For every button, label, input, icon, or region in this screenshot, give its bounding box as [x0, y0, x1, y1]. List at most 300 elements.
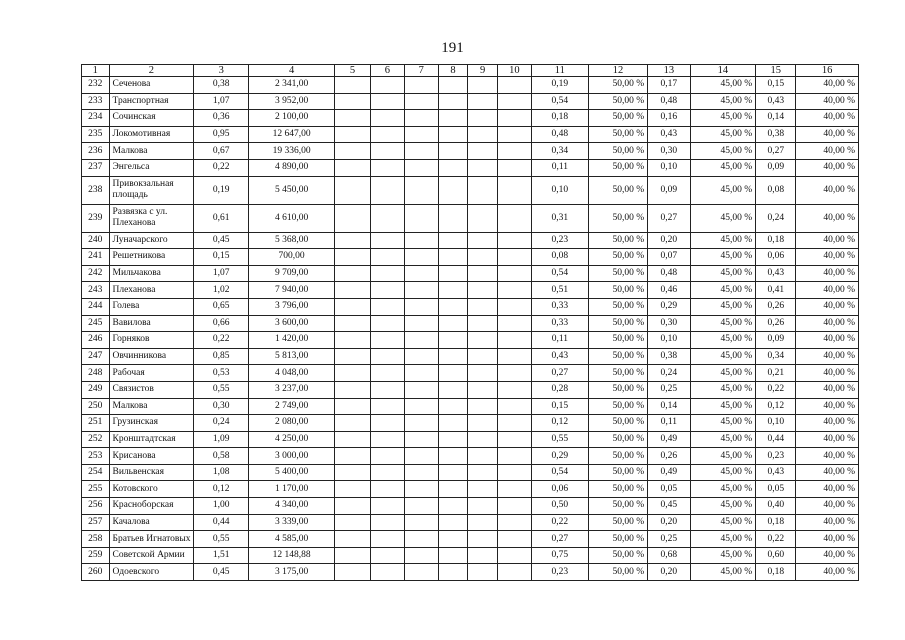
table-cell — [334, 126, 370, 143]
table-cell — [370, 365, 404, 382]
table-cell — [497, 564, 531, 581]
table-cell — [497, 415, 531, 432]
table-row — [82, 249, 859, 266]
table-cell: 50,00 % — [588, 448, 647, 465]
table-cell: 0,22 — [756, 381, 796, 398]
table-cell — [497, 464, 531, 481]
table-cell — [497, 143, 531, 160]
table-cell: 236 — [82, 143, 110, 160]
table-cell: 0,34 — [531, 143, 588, 160]
table-row — [82, 110, 859, 127]
table-cell: 0,06 — [756, 249, 796, 266]
table-cell: 40,00 % — [796, 110, 859, 127]
table-cell: Кронштадтская — [109, 431, 194, 448]
table-cell: 45,00 % — [690, 232, 756, 249]
table-cell: 0,51 — [531, 282, 588, 299]
table-cell — [370, 431, 404, 448]
table-cell: 50,00 % — [588, 381, 647, 398]
table-cell — [370, 159, 404, 176]
table-cell: 700,00 — [249, 249, 335, 266]
table-cell: 3 237,00 — [249, 381, 335, 398]
table-cell: 45,00 % — [690, 332, 756, 349]
table-cell: 40,00 % — [796, 448, 859, 465]
table-cell: 0,44 — [756, 431, 796, 448]
table-cell — [404, 249, 438, 266]
table-cell — [370, 204, 404, 232]
table-cell — [370, 448, 404, 465]
table-cell — [334, 348, 370, 365]
table-cell: 50,00 % — [588, 398, 647, 415]
table-cell: 0,31 — [531, 204, 588, 232]
table-cell: 50,00 % — [588, 481, 647, 498]
table-cell — [497, 498, 531, 515]
table-cell — [370, 415, 404, 432]
table-cell: 0,68 — [648, 547, 690, 564]
table-cell: 3 339,00 — [249, 514, 335, 531]
table-cell: 50,00 % — [588, 332, 647, 349]
table-cell — [334, 332, 370, 349]
table-body — [82, 77, 859, 581]
table-cell — [404, 298, 438, 315]
table-cell — [497, 348, 531, 365]
column-header: 15 — [756, 65, 796, 77]
table-cell: 0,36 — [194, 110, 249, 127]
table-cell — [497, 265, 531, 282]
table-cell — [438, 315, 468, 332]
table-cell — [468, 431, 498, 448]
table-cell: 40,00 % — [796, 464, 859, 481]
column-header: 13 — [648, 65, 690, 77]
table-cell — [370, 481, 404, 498]
table-cell: 0,24 — [194, 415, 249, 432]
table-cell: 45,00 % — [690, 93, 756, 110]
table-cell: 50,00 % — [588, 365, 647, 382]
table-row — [82, 481, 859, 498]
column-header: 7 — [404, 65, 438, 77]
table-cell: Привокзальная площадь — [109, 176, 194, 204]
table-cell: 0,12 — [756, 398, 796, 415]
table-cell — [334, 282, 370, 299]
table-cell: 232 — [82, 77, 110, 94]
table-cell: 0,22 — [531, 514, 588, 531]
table-cell — [497, 531, 531, 548]
table-cell: 40,00 % — [796, 143, 859, 160]
table-cell — [468, 77, 498, 94]
table-cell: 45,00 % — [690, 564, 756, 581]
table-cell: 0,29 — [648, 298, 690, 315]
table-cell — [334, 143, 370, 160]
table-cell: 1,00 — [194, 498, 249, 515]
table-row — [82, 232, 859, 249]
table-cell: 0,43 — [648, 126, 690, 143]
table-cell: 0,10 — [648, 159, 690, 176]
table-cell — [334, 110, 370, 127]
table-cell — [438, 143, 468, 160]
table-cell — [334, 381, 370, 398]
table-cell — [438, 298, 468, 315]
table-cell — [438, 481, 468, 498]
table-cell — [438, 282, 468, 299]
table-cell: 45,00 % — [690, 204, 756, 232]
table-cell: 45,00 % — [690, 298, 756, 315]
table-cell: 254 — [82, 464, 110, 481]
table-cell: 40,00 % — [796, 249, 859, 266]
table-cell: 45,00 % — [690, 431, 756, 448]
table-cell — [370, 265, 404, 282]
table-cell: 0,27 — [648, 204, 690, 232]
table-cell: 12 148,88 — [249, 547, 335, 564]
table-cell — [497, 249, 531, 266]
table-cell: 0,55 — [194, 381, 249, 398]
table-cell: 0,43 — [756, 265, 796, 282]
table-cell: 0,40 — [756, 498, 796, 515]
table-cell — [468, 159, 498, 176]
table-cell: Одоевского — [109, 564, 194, 581]
table-cell: 50,00 % — [588, 298, 647, 315]
table-cell — [468, 381, 498, 398]
table-cell — [334, 93, 370, 110]
table-cell: 9 709,00 — [249, 265, 335, 282]
table-row — [82, 415, 859, 432]
table-cell: Красноборская — [109, 498, 194, 515]
table-cell — [497, 381, 531, 398]
table-cell — [370, 282, 404, 299]
table-cell — [497, 398, 531, 415]
table-cell: 0,14 — [756, 110, 796, 127]
table-cell — [438, 415, 468, 432]
table-cell: 0,20 — [648, 232, 690, 249]
table-cell: 0,38 — [648, 348, 690, 365]
table-cell: Братьев Игнатовых — [109, 531, 194, 548]
table-cell: 50,00 % — [588, 93, 647, 110]
table-cell: 4 250,00 — [249, 431, 335, 448]
table-cell: 0,18 — [756, 232, 796, 249]
table-cell: Луначарского — [109, 232, 194, 249]
table-cell — [334, 464, 370, 481]
table-cell — [404, 398, 438, 415]
table-cell — [370, 249, 404, 266]
table-cell: 50,00 % — [588, 547, 647, 564]
table-cell: 0,58 — [194, 448, 249, 465]
table-cell — [438, 547, 468, 564]
table-cell: Сочинская — [109, 110, 194, 127]
table-cell: Локомотивная — [109, 126, 194, 143]
table-cell: Решетникова — [109, 249, 194, 266]
table-cell: 0,28 — [531, 381, 588, 398]
table-cell: 40,00 % — [796, 365, 859, 382]
table-cell — [404, 481, 438, 498]
table-row — [82, 464, 859, 481]
table-cell: 45,00 % — [690, 398, 756, 415]
table-cell — [438, 448, 468, 465]
table-cell — [468, 415, 498, 432]
table-cell — [370, 315, 404, 332]
table-cell: 0,95 — [194, 126, 249, 143]
table-cell — [334, 547, 370, 564]
table-cell — [497, 110, 531, 127]
table-cell — [497, 448, 531, 465]
table-cell — [404, 514, 438, 531]
table-cell — [468, 110, 498, 127]
table-cell: 40,00 % — [796, 381, 859, 398]
table-cell — [468, 448, 498, 465]
table-cell: 45,00 % — [690, 176, 756, 204]
table-cell — [334, 232, 370, 249]
table-cell: 2 100,00 — [249, 110, 335, 127]
table-cell: 40,00 % — [796, 481, 859, 498]
table-cell: 45,00 % — [690, 77, 756, 94]
table-cell: 0,16 — [648, 110, 690, 127]
table-cell: 50,00 % — [588, 265, 647, 282]
table-cell: 0,26 — [756, 315, 796, 332]
table-cell — [370, 531, 404, 548]
table-cell — [334, 315, 370, 332]
table-row — [82, 298, 859, 315]
table-cell: 45,00 % — [690, 315, 756, 332]
table-cell: 1,08 — [194, 464, 249, 481]
table-cell: 40,00 % — [796, 514, 859, 531]
table-cell: 1,09 — [194, 431, 249, 448]
table-cell: 0,23 — [531, 564, 588, 581]
table-cell: 45,00 % — [690, 143, 756, 160]
table-row — [82, 531, 859, 548]
table-row — [82, 159, 859, 176]
table-cell: 0,14 — [648, 398, 690, 415]
table-cell: 50,00 % — [588, 564, 647, 581]
table-cell: 0,33 — [531, 315, 588, 332]
table-cell: 1,51 — [194, 547, 249, 564]
column-header: 12 — [588, 65, 647, 77]
table-cell: 45,00 % — [690, 481, 756, 498]
table-cell: 45,00 % — [690, 547, 756, 564]
table-cell — [468, 249, 498, 266]
table-cell: 249 — [82, 381, 110, 398]
column-header: 3 — [194, 65, 249, 77]
table-cell — [370, 126, 404, 143]
table-row — [82, 93, 859, 110]
table-cell: 260 — [82, 564, 110, 581]
table-cell: 0,45 — [194, 564, 249, 581]
table-row — [82, 143, 859, 160]
column-header: 5 — [334, 65, 370, 77]
table-cell: 0,11 — [531, 332, 588, 349]
table-cell — [468, 143, 498, 160]
table-cell — [404, 431, 438, 448]
table-cell: 40,00 % — [796, 298, 859, 315]
table-cell — [404, 381, 438, 398]
data-table — [81, 64, 859, 581]
table-cell — [370, 332, 404, 349]
table-cell — [438, 77, 468, 94]
table-cell: 0,66 — [194, 315, 249, 332]
table-cell: 0,09 — [756, 159, 796, 176]
table-cell: 0,22 — [194, 159, 249, 176]
table-cell — [370, 348, 404, 365]
table-cell: 0,30 — [194, 398, 249, 415]
table-cell — [468, 204, 498, 232]
table-cell — [334, 531, 370, 548]
table-cell — [468, 232, 498, 249]
table-cell: 257 — [82, 514, 110, 531]
table-cell — [468, 498, 498, 515]
table-cell: 40,00 % — [796, 126, 859, 143]
table-cell — [334, 159, 370, 176]
table-cell — [404, 282, 438, 299]
table-cell: 250 — [82, 398, 110, 415]
table-cell: 40,00 % — [796, 204, 859, 232]
table-cell — [438, 232, 468, 249]
table-cell — [438, 126, 468, 143]
table-cell: 40,00 % — [796, 531, 859, 548]
table-cell: 50,00 % — [588, 232, 647, 249]
table-cell — [497, 126, 531, 143]
table-row — [82, 176, 859, 204]
column-header: 14 — [690, 65, 756, 77]
table-cell: 0,75 — [531, 547, 588, 564]
table-cell — [438, 176, 468, 204]
table-cell: 40,00 % — [796, 159, 859, 176]
table-cell: 237 — [82, 159, 110, 176]
table-cell: Грузинская — [109, 415, 194, 432]
table-cell: 0,54 — [531, 93, 588, 110]
table-cell: 241 — [82, 249, 110, 266]
table-cell — [497, 77, 531, 94]
table-cell: 50,00 % — [588, 143, 647, 160]
table-cell: 0,50 — [531, 498, 588, 515]
table-cell: 0,18 — [531, 110, 588, 127]
table-cell: 50,00 % — [588, 464, 647, 481]
table-cell — [334, 448, 370, 465]
table-cell: 0,60 — [756, 547, 796, 564]
table-cell: 45,00 % — [690, 365, 756, 382]
table-cell: 50,00 % — [588, 282, 647, 299]
table-cell: Качалова — [109, 514, 194, 531]
table-cell — [438, 365, 468, 382]
column-header: 6 — [370, 65, 404, 77]
table-cell: 0,65 — [194, 298, 249, 315]
table-cell: 246 — [82, 332, 110, 349]
column-header: 8 — [438, 65, 468, 77]
table-cell: Сеченова — [109, 77, 194, 94]
table-cell — [438, 332, 468, 349]
table-cell — [468, 282, 498, 299]
table-cell: 50,00 % — [588, 110, 647, 127]
table-cell: Плеханова — [109, 282, 194, 299]
table-cell: 235 — [82, 126, 110, 143]
table-cell: 50,00 % — [588, 176, 647, 204]
table-cell: 40,00 % — [796, 232, 859, 249]
table-cell: 5 450,00 — [249, 176, 335, 204]
table-cell: 0,38 — [756, 126, 796, 143]
table-cell: 2 341,00 — [249, 77, 335, 94]
table-cell: 0,30 — [648, 315, 690, 332]
table-cell — [334, 514, 370, 531]
table-cell: Овчинникова — [109, 348, 194, 365]
table-cell: 0,67 — [194, 143, 249, 160]
table-cell: 0,06 — [531, 481, 588, 498]
table-cell: Развязка с ул. Плеханова — [109, 204, 194, 232]
column-header: 4 — [249, 65, 335, 77]
table-cell — [438, 498, 468, 515]
table-cell: 3 175,00 — [249, 564, 335, 581]
table-cell: 0,48 — [531, 126, 588, 143]
table-cell: 0,33 — [531, 298, 588, 315]
table-cell — [468, 332, 498, 349]
table-cell: 0,08 — [756, 176, 796, 204]
table-cell: 0,21 — [756, 365, 796, 382]
table-cell: 0,30 — [648, 143, 690, 160]
table-cell: 50,00 % — [588, 514, 647, 531]
table-cell: 0,49 — [648, 431, 690, 448]
table-cell: 40,00 % — [796, 547, 859, 564]
table-cell: 50,00 % — [588, 77, 647, 94]
table-cell: 0,55 — [194, 531, 249, 548]
table-cell: 50,00 % — [588, 348, 647, 365]
table-cell: 50,00 % — [588, 204, 647, 232]
table-cell — [497, 547, 531, 564]
table-cell: 245 — [82, 315, 110, 332]
table-cell: 4 585,00 — [249, 531, 335, 548]
table-cell — [468, 398, 498, 415]
table-cell: 45,00 % — [690, 159, 756, 176]
table-cell — [404, 110, 438, 127]
table-cell — [438, 564, 468, 581]
table-cell — [404, 159, 438, 176]
table-cell — [404, 348, 438, 365]
table-cell — [497, 159, 531, 176]
table-cell: 0,45 — [648, 498, 690, 515]
table-cell: 1,07 — [194, 265, 249, 282]
table-cell: 0,44 — [194, 514, 249, 531]
table-cell — [370, 547, 404, 564]
column-header: 9 — [468, 65, 498, 77]
table-cell: 45,00 % — [690, 282, 756, 299]
table-cell: 0,27 — [756, 143, 796, 160]
table-cell: 242 — [82, 265, 110, 282]
table-cell: 0,09 — [756, 332, 796, 349]
table-cell: 45,00 % — [690, 464, 756, 481]
table-cell: 0,49 — [648, 464, 690, 481]
table-cell — [497, 431, 531, 448]
table-cell — [497, 332, 531, 349]
table-cell: 4 340,00 — [249, 498, 335, 515]
table-cell — [468, 547, 498, 564]
table-cell — [370, 93, 404, 110]
table-row — [82, 398, 859, 415]
table-cell — [497, 204, 531, 232]
table-cell: 45,00 % — [690, 531, 756, 548]
table-cell: 233 — [82, 93, 110, 110]
table-cell: 2 080,00 — [249, 415, 335, 432]
table-cell: 0,54 — [531, 464, 588, 481]
table-cell: 0,19 — [194, 176, 249, 204]
table-cell — [497, 298, 531, 315]
table-row — [82, 498, 859, 515]
table-cell — [404, 332, 438, 349]
table-cell — [468, 365, 498, 382]
table-cell: 2 749,00 — [249, 398, 335, 415]
table-cell — [468, 93, 498, 110]
table-row — [82, 547, 859, 564]
table-cell — [334, 298, 370, 315]
table-cell: Горняков — [109, 332, 194, 349]
table-cell — [438, 110, 468, 127]
table-cell: 0,43 — [756, 464, 796, 481]
table-cell — [370, 176, 404, 204]
table-cell — [404, 365, 438, 382]
table-cell — [468, 315, 498, 332]
table-cell: 0,45 — [194, 232, 249, 249]
